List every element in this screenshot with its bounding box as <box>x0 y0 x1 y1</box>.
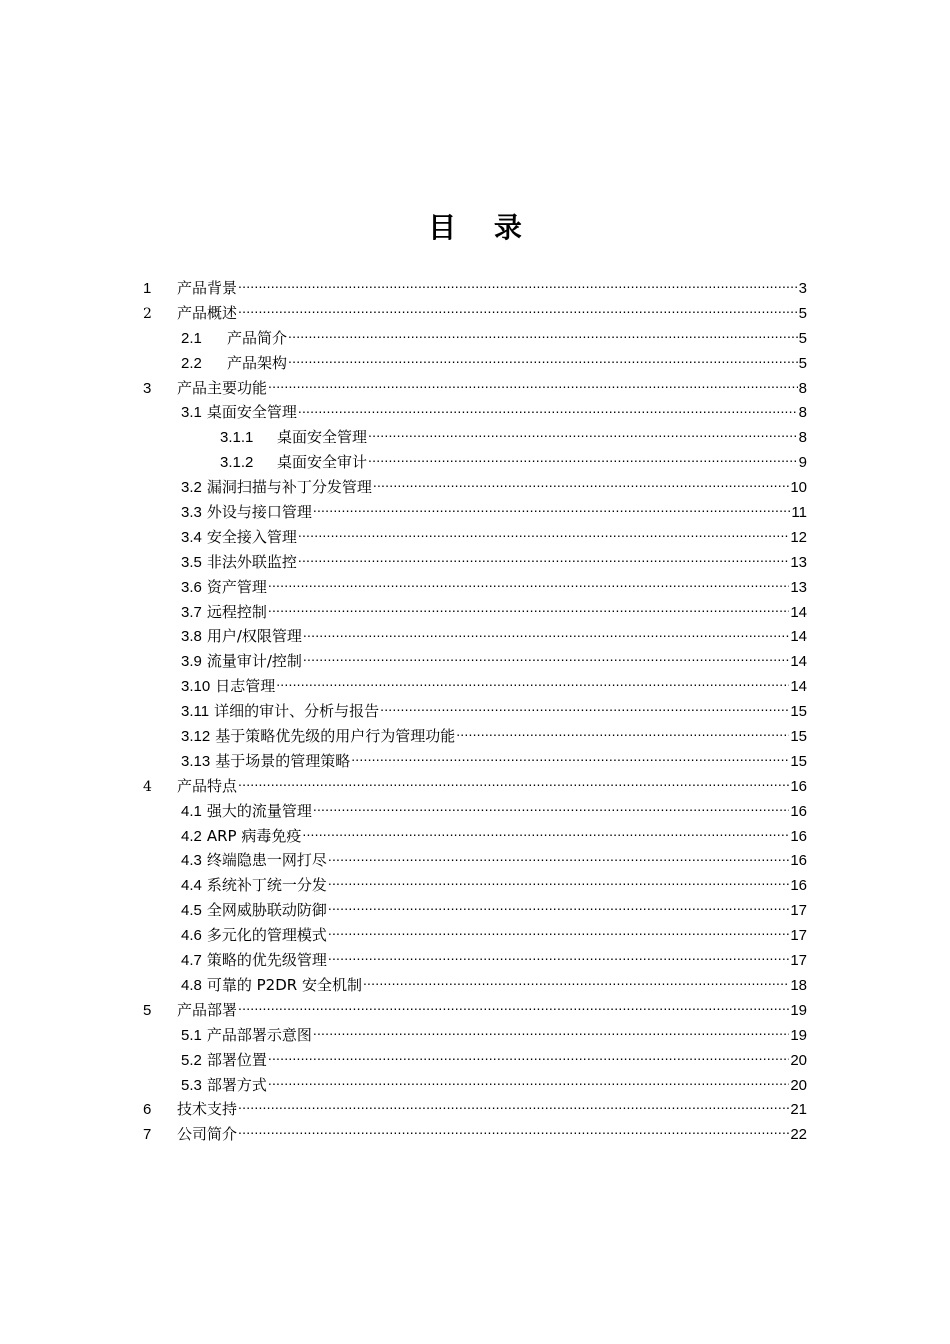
toc-entry-page: 10 <box>790 479 807 497</box>
toc-entry-page: 3 <box>798 280 807 297</box>
dot-leader <box>328 926 789 940</box>
dot-leader <box>298 528 789 542</box>
toc-entry-number: 4.2 <box>181 827 202 845</box>
toc-entry-label: 强大的流量管理 <box>206 801 312 820</box>
toc-entry-page: 13 <box>790 578 807 596</box>
toc-entry-1[interactable] <box>143 276 807 301</box>
toc-entry-number: 3.1.2 <box>220 454 254 472</box>
toc-entry-page: 19 <box>790 1026 807 1044</box>
toc-entry-label: 全网威胁联动防御 <box>206 901 327 920</box>
dot-leader <box>303 627 789 641</box>
toc-entry-3-8[interactable] <box>143 624 807 649</box>
toc-entry-4[interactable] <box>143 774 807 799</box>
toc-entry-number: 3.4 <box>181 528 202 546</box>
toc-entry-label: 基于场景的管理策略 <box>215 751 351 770</box>
toc-entry-page: 18 <box>790 976 807 994</box>
toc-entry-number: 4.7 <box>181 952 202 970</box>
toc-entry-number: 5.2 <box>181 1051 202 1069</box>
toc-entry-3-4[interactable] <box>143 525 807 550</box>
dot-leader <box>298 553 789 567</box>
toc-entry-page: 14 <box>790 603 807 621</box>
toc-entry-number: 2 <box>143 305 152 322</box>
dot-leader <box>268 603 789 617</box>
toc-entry-label: 产品部署 <box>177 1000 238 1019</box>
dot-leader <box>313 1026 789 1040</box>
toc-entry-4-8[interactable] <box>143 973 807 998</box>
toc-entry-page: 20 <box>790 1076 807 1094</box>
toc-entry-number: 5 <box>143 1001 152 1019</box>
toc-entry-6[interactable] <box>143 1097 807 1122</box>
toc-entry-page: 15 <box>790 728 807 746</box>
toc-entry-3-5[interactable] <box>143 550 807 575</box>
toc-entry-number: 4.3 <box>181 852 202 870</box>
toc-entry-page: 5 <box>798 354 807 372</box>
toc-entry-page: 14 <box>790 628 807 646</box>
toc-entry-page: 16 <box>790 877 807 895</box>
toc-entry-page: 11 <box>791 504 807 522</box>
dot-leader <box>288 329 798 343</box>
toc-entry-number: 3.1.1 <box>220 429 254 447</box>
toc-entry-number: 5.1 <box>181 1026 202 1044</box>
toc-title: 目 录 <box>428 211 536 244</box>
toc-entry-3-3[interactable] <box>143 500 807 525</box>
toc-entry-page: 15 <box>790 703 807 721</box>
toc-entry-label: 公司简介 <box>177 1125 238 1144</box>
toc-entry-page: 16 <box>790 802 807 820</box>
dot-leader <box>380 702 789 716</box>
toc-entry-page: 12 <box>790 528 807 546</box>
toc-entry-label: 部署方式 <box>206 1075 267 1094</box>
dot-leader <box>302 827 789 841</box>
toc-entry-label: 系统补丁统一分发 <box>206 876 327 895</box>
toc-entry-number: 4.6 <box>181 927 202 945</box>
toc-entry-label: 部署位置 <box>206 1050 267 1069</box>
dot-leader <box>351 752 789 766</box>
dot-leader <box>303 652 789 666</box>
dot-leader <box>268 1051 789 1065</box>
dot-leader <box>368 428 798 442</box>
toc-entry-number: 2.2 <box>181 354 202 372</box>
toc-entry-label: 用户/权限管理 <box>206 627 302 646</box>
toc-entry-2[interactable] <box>143 301 807 326</box>
dot-leader <box>298 403 798 417</box>
toc-entry-3-13[interactable] <box>143 749 807 774</box>
dot-leader <box>456 727 789 741</box>
toc-entry-5-1[interactable] <box>143 1023 807 1048</box>
toc-entry-number: 4.4 <box>181 877 202 895</box>
toc-entry-page: 13 <box>790 553 807 571</box>
dot-leader <box>268 1076 789 1090</box>
dot-leader <box>313 802 789 816</box>
toc-entry-label: 产品架构 <box>227 353 288 372</box>
toc-entry-number: 3.11 <box>181 703 210 721</box>
toc-entry-3-6[interactable] <box>143 575 807 600</box>
toc-entry-label: 产品背景 <box>177 279 238 297</box>
toc-entry-label: 产品概述 <box>177 303 238 322</box>
toc-entry-3-12[interactable] <box>143 724 807 749</box>
toc-entry-number: 3.1 <box>181 404 202 422</box>
toc-entry-page: 17 <box>790 927 807 945</box>
dot-leader <box>328 851 789 865</box>
toc-entry-page: 14 <box>790 678 807 696</box>
toc-entry-4-6[interactable] <box>143 923 807 948</box>
toc-entry-2-1[interactable] <box>143 326 807 351</box>
toc-entry-number: 4.5 <box>181 902 202 920</box>
dot-leader <box>363 976 789 990</box>
toc-entry-label: 终端隐患一网打尽 <box>206 851 327 870</box>
toc-entry-5-3[interactable] <box>143 1073 807 1098</box>
toc-entry-page: 8 <box>798 429 807 447</box>
toc-entry-number: 2.1 <box>181 329 202 347</box>
toc-entry-label: 桌面安全审计 <box>277 453 368 472</box>
toc-entry-page: 5 <box>798 304 807 322</box>
table-of-contents <box>143 276 807 1147</box>
toc-entry-number: 3.3 <box>181 504 202 522</box>
toc-entry-label: 产品简介 <box>227 328 288 347</box>
toc-entry-label: 产品部署示意图 <box>206 1025 312 1044</box>
toc-entry-3-7[interactable] <box>143 600 807 625</box>
dot-leader <box>238 304 798 318</box>
toc-entry-3-1[interactable] <box>143 400 807 425</box>
toc-entry-label: 流量审计/控制 <box>206 652 302 671</box>
toc-entry-label: 桌面安全管理 <box>277 428 368 447</box>
toc-entry-3-10[interactable] <box>143 674 807 699</box>
toc-entry-number: 3.12 <box>181 728 211 746</box>
toc-entry-label: 技术支持 <box>177 1100 238 1119</box>
toc-entry-3-1-2[interactable] <box>143 450 807 475</box>
toc-entry-label: 策略的优先级管理 <box>206 951 327 970</box>
toc-entry-page: 8 <box>798 404 807 422</box>
toc-entry-page: 20 <box>790 1051 807 1069</box>
toc-entry-label: 可靠的 P2DR 安全机制 <box>206 975 362 994</box>
toc-entry-3[interactable] <box>143 376 807 401</box>
toc-entry-page: 21 <box>790 1101 807 1119</box>
toc-entry-5[interactable] <box>143 998 807 1023</box>
toc-entry-label: 远程控制 <box>206 602 267 621</box>
toc-entry-label: ARP 病毒免疫 <box>206 826 302 845</box>
toc-entry-number: 3.7 <box>181 603 202 621</box>
toc-entry-number: 4.8 <box>181 976 202 994</box>
toc-entry-3-11[interactable] <box>143 699 807 724</box>
dot-leader <box>238 1100 789 1114</box>
toc-entry-label: 非法外联监控 <box>206 552 297 571</box>
toc-entry-page: 9 <box>798 454 807 472</box>
toc-entry-4-1[interactable] <box>143 799 807 824</box>
dot-leader <box>268 578 789 592</box>
toc-entry-label: 安全接入管理 <box>206 527 297 546</box>
toc-entry-page: 8 <box>798 379 807 397</box>
toc-entry-4-5[interactable] <box>143 898 807 923</box>
toc-entry-number: 3.9 <box>181 653 202 671</box>
toc-entry-number: 6 <box>143 1101 152 1119</box>
toc-entry-4-4[interactable] <box>143 873 807 898</box>
toc-entry-4-2[interactable] <box>143 824 807 849</box>
toc-entry-number: 3.5 <box>181 553 202 571</box>
toc-entry-label: 资产管理 <box>206 577 267 596</box>
toc-entry-number: 1 <box>143 280 152 297</box>
dot-leader <box>276 677 789 691</box>
toc-entry-3-2[interactable] <box>143 475 807 500</box>
toc-entry-page: 17 <box>790 952 807 970</box>
toc-entry-number: 4.1 <box>181 802 202 820</box>
toc-entry-number: 3.8 <box>181 628 202 646</box>
dot-leader <box>238 1125 789 1139</box>
toc-entry-label: 基于策略优先级的用户行为管理功能 <box>215 727 456 746</box>
dot-leader <box>238 279 798 293</box>
toc-entry-number: 7 <box>143 1126 152 1144</box>
dot-leader <box>328 901 789 915</box>
toc-entry-number: 4 <box>143 778 152 795</box>
dot-leader <box>328 876 789 890</box>
toc-entry-page: 19 <box>790 1001 807 1019</box>
toc-entry-label: 产品特点 <box>177 776 238 795</box>
toc-entry-number: 3.13 <box>181 752 211 770</box>
toc-entry-number: 3.2 <box>181 479 202 497</box>
dot-leader <box>328 951 789 965</box>
toc-entry-label: 产品主要功能 <box>177 378 268 397</box>
dot-leader <box>373 478 789 492</box>
toc-entry-page: 14 <box>790 653 807 671</box>
toc-entry-number: 5.3 <box>181 1076 202 1094</box>
toc-entry-3-9[interactable] <box>143 649 807 674</box>
toc-entry-page: 16 <box>790 827 807 845</box>
toc-entry-5-2[interactable] <box>143 1048 807 1073</box>
toc-entry-page: 22 <box>790 1126 807 1144</box>
toc-entry-3-1-1[interactable] <box>143 425 807 450</box>
dot-leader <box>268 379 798 393</box>
toc-entry-number: 3 <box>143 379 152 397</box>
dot-leader <box>238 777 789 791</box>
toc-entry-number: 3.10 <box>181 678 211 696</box>
toc-entry-label: 桌面安全管理 <box>206 403 297 422</box>
dot-leader <box>368 453 798 467</box>
dot-leader <box>288 354 798 368</box>
toc-entry-label: 多元化的管理模式 <box>206 926 327 945</box>
toc-entry-label: 外设与接口管理 <box>206 503 312 522</box>
toc-entry-label: 日志管理 <box>215 677 276 696</box>
toc-entry-number: 3.6 <box>181 578 202 596</box>
toc-entry-label: 详细的审计、分析与报告 <box>214 702 380 721</box>
dot-leader <box>313 503 791 517</box>
toc-entry-label: 漏洞扫描与补丁分发管理 <box>206 478 372 497</box>
dot-leader <box>238 1001 789 1015</box>
toc-entry-4-3[interactable] <box>143 848 807 873</box>
toc-entry-7[interactable] <box>143 1122 807 1147</box>
toc-entry-2-2[interactable] <box>143 351 807 376</box>
toc-entry-page: 5 <box>798 329 807 347</box>
toc-entry-page: 15 <box>790 752 807 770</box>
toc-entry-page: 16 <box>790 852 807 870</box>
toc-entry-4-7[interactable] <box>143 948 807 973</box>
toc-entry-page: 16 <box>790 777 807 795</box>
toc-entry-page: 17 <box>790 902 807 920</box>
